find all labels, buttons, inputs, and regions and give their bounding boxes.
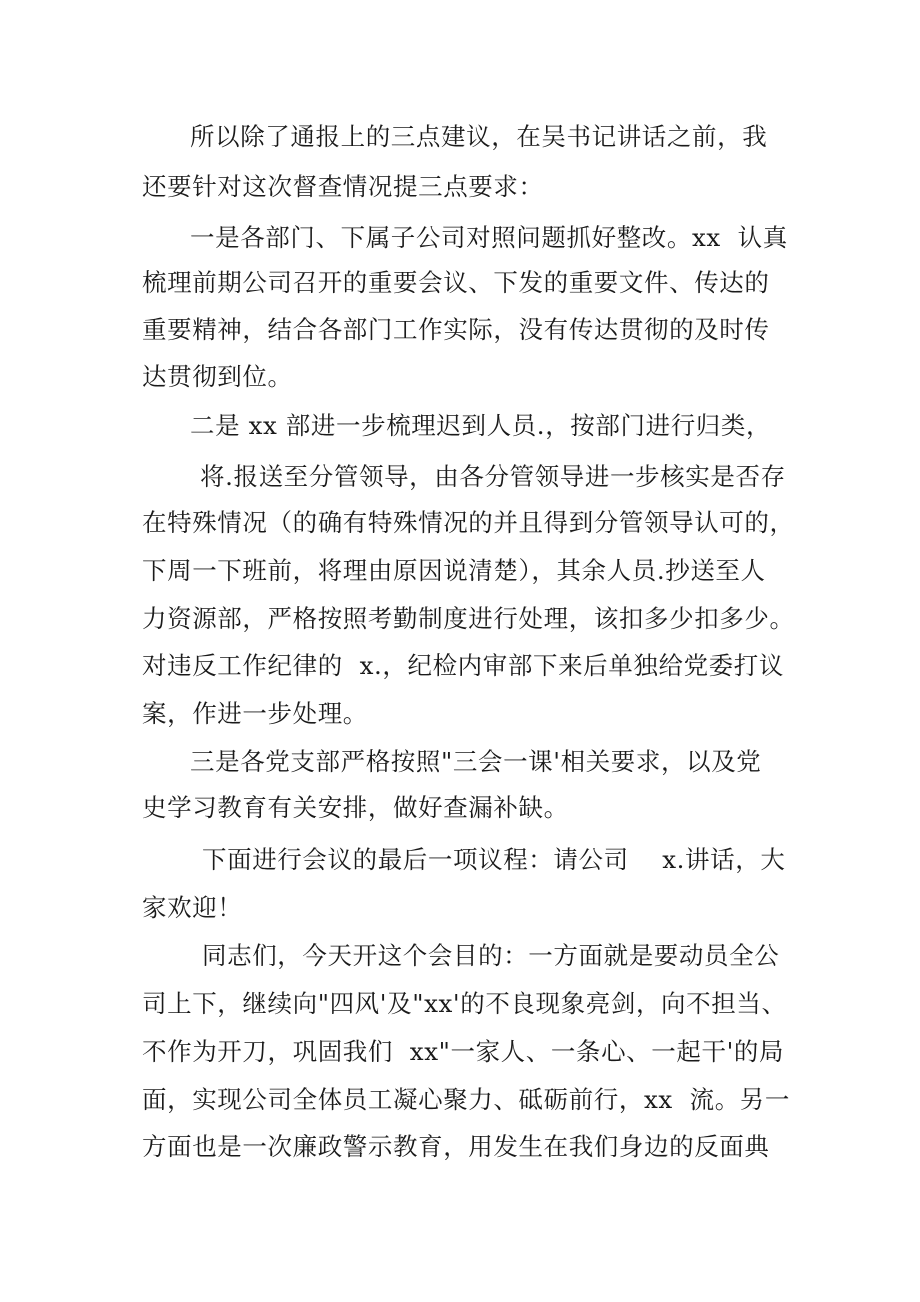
- text-line: 二是 xx 部进一步梳理迟到人员.，按部门进行归类，: [190, 411, 772, 440]
- text-line: 不作为开刀，巩固我们 xx"一家人、一条心、一起干'的局: [142, 1037, 785, 1066]
- text-line: 下面进行会议的最后一项议程：请公司 x.讲话，大: [202, 845, 786, 874]
- text-line: 还要针对这次督查情况提三点要求：: [142, 172, 544, 201]
- text-line: 力资源部，严格按照考勤制度进行处理，该扣多少扣多少。: [142, 604, 795, 633]
- text-line: 史学习教育有关安排，做好查漏补缺。: [142, 793, 569, 822]
- text-line: 将.报送至分管领导，由各分管领导进一步核实是否存: [200, 462, 786, 491]
- text-line: 同志们，今天开这个会目的：一方面就是要动员全公: [202, 941, 780, 970]
- text-line: 下周一下班前，将理由原因说清楚），其余人员.抄送至人: [142, 556, 766, 585]
- text-line: 梳理前期公司召开的重要会议、下发的重要文件、传达的: [142, 268, 770, 297]
- text-line: 重要精神，结合各部门工作实际，没有传达贯彻的及时传: [142, 315, 770, 344]
- text-line: 达贯彻到位。: [142, 362, 293, 391]
- text-line: 一是各部门、下属子公司对照问题抓好整改。xx 认真: [190, 223, 788, 252]
- text-line: 在特殊情况（的确有特殊情况的并且得到分管领导认可的，: [142, 508, 795, 537]
- text-line: 所以除了通报上的三点建议，在吴书记讲话之前，我: [190, 122, 768, 151]
- text-line: 方面也是一次廉政警示教育，用发生在我们身边的反面典: [142, 1132, 770, 1161]
- text-line: 案，作进一步处理。: [142, 699, 368, 728]
- text-line: 面，实现公司全体员工凝心聚力、砥砺前行，xx 流。另一: [142, 1085, 791, 1114]
- text-line: 司上下，继续向"四风'及"xx'的不良现象亮剑，向不担当、: [142, 989, 787, 1018]
- text-line: 对违反工作纪律的 x.，纪检内审部下来后单独给党委打议: [142, 651, 784, 680]
- text-line: 三是各党支部严格按照"三会一课'相关要求，以及党: [190, 747, 762, 776]
- text-line: 家欢迎！: [142, 893, 243, 922]
